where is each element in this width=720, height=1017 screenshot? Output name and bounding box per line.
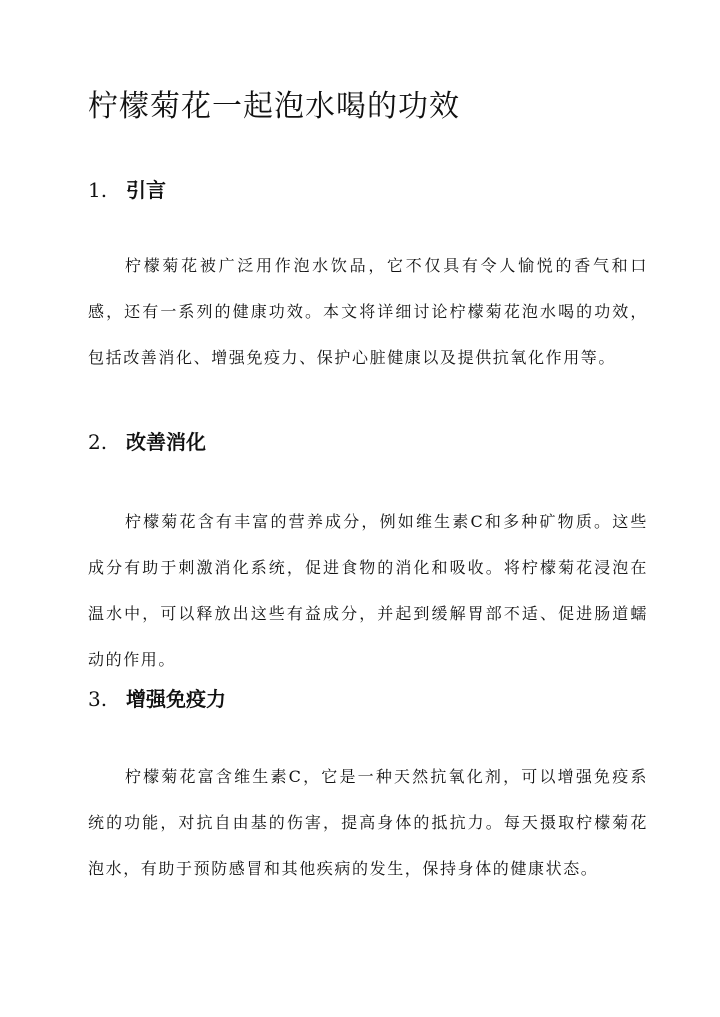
section-number: 1. bbox=[88, 178, 108, 202]
page-title: 柠檬菊花一起泡水喝的功效 bbox=[88, 89, 460, 124]
section-heading bbox=[88, 684, 648, 714]
section-heading-text: 改善消化 bbox=[126, 430, 206, 454]
section-heading bbox=[88, 175, 648, 205]
section-heading bbox=[88, 427, 648, 457]
section-introduction bbox=[88, 175, 648, 381]
section-paragraph: 柠檬菊花被广泛用作泡水饮品，它不仅具有令人愉悦的香气和口感，还有一系列的健康功效。本文将详细讨论柠檬菊花泡水喝的功效，包括改善消化、增强免疫力、保护心脏健康以及提供抗氧化作用等。 bbox=[88, 256, 648, 367]
section-heading-text: 引言 bbox=[126, 178, 166, 202]
section-number: 2. bbox=[88, 430, 108, 454]
section-digestion bbox=[88, 427, 648, 683]
section-paragraph: 柠檬菊花含有丰富的营养成分，例如维生素C和多种矿物质。这些成分有助于刺激消化系统，促进食物的消化和吸收。将柠檬菊花浸泡在温水中，可以释放出这些有益成分，并起到缓解胃部不适、促进肠道蠕动的作用。 bbox=[88, 512, 648, 669]
section-paragraph: 柠檬菊花富含维生素C，它是一种天然抗氧化剂，可以增强免疫系统的功能，对抗自由基的伤害，提高身体的抵抗力。每天摄取柠檬菊花泡水，有助于预防感冒和其他疾病的发生，保持身体的健康状态。 bbox=[88, 767, 648, 878]
section-immunity bbox=[88, 684, 648, 892]
section-heading-text: 增强免疫力 bbox=[126, 687, 226, 711]
section-number: 3. bbox=[88, 687, 108, 711]
